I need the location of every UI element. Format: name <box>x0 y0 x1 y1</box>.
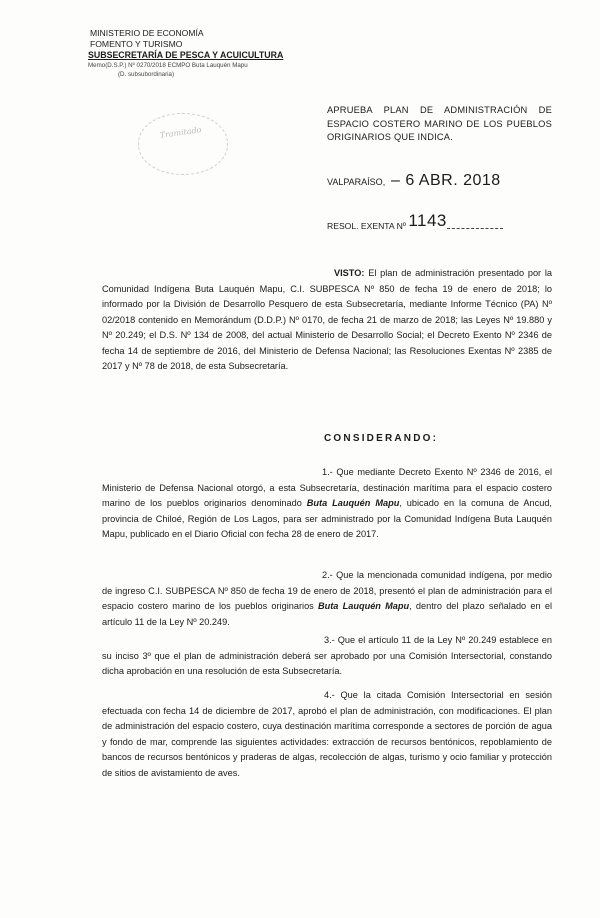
ministry-header <box>88 28 298 79</box>
stamp-text: Tramitado <box>159 125 202 140</box>
date-row <box>327 172 557 190</box>
considerando-2-text-a: 2.- Que la mencionada comunidad indígena, por medio de ingreso C.I. SUBPESCA Nº 850 de fecha 19 de enero de 2018, presentó el plan de administración para el espacio costero marino de los pueblos originarios <box>102 570 552 611</box>
considerando-3-text: 3.- Que el artículo 11 de la Ley Nº 20.249 establece en su inciso 3º que el plan de administración deberá ser aprobado por una Comisión Intersectorial, constando dicha aprobación en una resolución de esta Subsecretaría. <box>102 635 552 676</box>
considerando-1 <box>102 465 552 543</box>
ecmpo-name: Buta Lauquén Mapu <box>318 601 410 611</box>
ecmpo-name: Buta Lauquén Mapu <box>306 498 400 508</box>
number-underline <box>447 228 503 229</box>
memo-reference: Memo(D.S.P.) Nº 0270/2018 ECMPO Buta Lauquén Mapu <box>88 62 248 69</box>
visto-label: VISTO: <box>334 268 365 278</box>
considerando-2-text-b: , dentro del plazo señalado en el artículo 11 de la Ley Nº 20.249. <box>102 601 552 627</box>
ministry-name: MINISTERIO DE ECONOMÍA <box>90 28 204 38</box>
place-label: VALPARAÍSO, <box>327 177 386 187</box>
visto-text: El plan de administración presentado por la Comunidad Indígena Buta Lauquén Mapu, C.I. SUBPESCA Nº 850 de fecha 19 de enero de 2018; lo informado por la División de Desarrollo Pesquero de esta Subsecretaría, mediante Informe Técnico (PA) Nº 02/2018 contenido en Memorándum (D.D.P.) Nº 0170, de fecha 21 de marzo de 2018; las Leyes Nº 19.880 y Nº 20.249; el D.S. Nº 134 de 2008, del actual Ministerio de Desarrollo Social; el Decreto Exento Nº 2346 de fecha 14 de septiembre de 2016, del Ministerio de Defensa Nacional; las Resoluciones Exentas Nº 2385 de 2017 y Nº 78 de 2018, de esta Subsecretaría. <box>102 268 552 371</box>
considerando-heading: CONSIDERANDO: <box>324 433 439 444</box>
office-stamp <box>138 113 228 175</box>
ministry-subname: FOMENTO Y TURISMO <box>90 39 183 49</box>
resolution-title: APRUEBA PLAN DE ADMINISTRACIÓN DE ESPACIO COSTERO MARINO DE LOS PUEBLOS ORIGINARIOS QUE INDICA. <box>327 105 552 142</box>
subsecretaria-name: SUBSECRETARÍA DE PESCA Y ACUICULTURA <box>88 50 284 60</box>
resolution-date: – 6 ABR. 2018 <box>391 172 501 189</box>
considerando-4 <box>102 688 552 781</box>
considerando-2 <box>102 568 552 630</box>
considerando-3 <box>102 633 552 680</box>
resolution-number: 1143 <box>408 211 447 230</box>
memo-subreference: (D. subsubordinaria) <box>118 71 175 78</box>
visto-paragraph <box>102 266 552 375</box>
considerando-1-text-a: 1.- Que mediante Decreto Exento Nº 2346 de 2016, el Ministerio de Defensa Nacional otorgó, a esta Subsecretaría, destinación marítima para el espacio costero marino de los pueblos originarios denominado <box>102 467 552 508</box>
considerando-1-text-b: , ubicado en la comuna de Ancud, provincia de Chiloé, Región de Los Lagos, para ser administrado por la Comunidad Indígena Buta Lauquén Mapu, publicado en el Diario Oficial con fecha 28 de enero de 2017. <box>102 498 552 539</box>
considerando-4-text: 4.- Que la citada Comisión Intersectorial en sesión efectuada con fecha 14 de diciembre de 2017, aprobó el plan de administración, con modificaciones. El plan de administración del espacio costero, cuya destinación marítima corresponde a sectores de porción de agua y fondo de mar, comprende las siguientes actividades: extracción de recursos bentónicos, repoblamiento de bancos de recursos bentónicos y praderas de algas, recolección de algas, turismo y ocio familiar y protección de sitios de avistamiento de aves. <box>102 690 552 778</box>
resolution-label: RESOL. EXENTA Nº <box>327 221 406 231</box>
resolution-number-row <box>327 211 557 231</box>
